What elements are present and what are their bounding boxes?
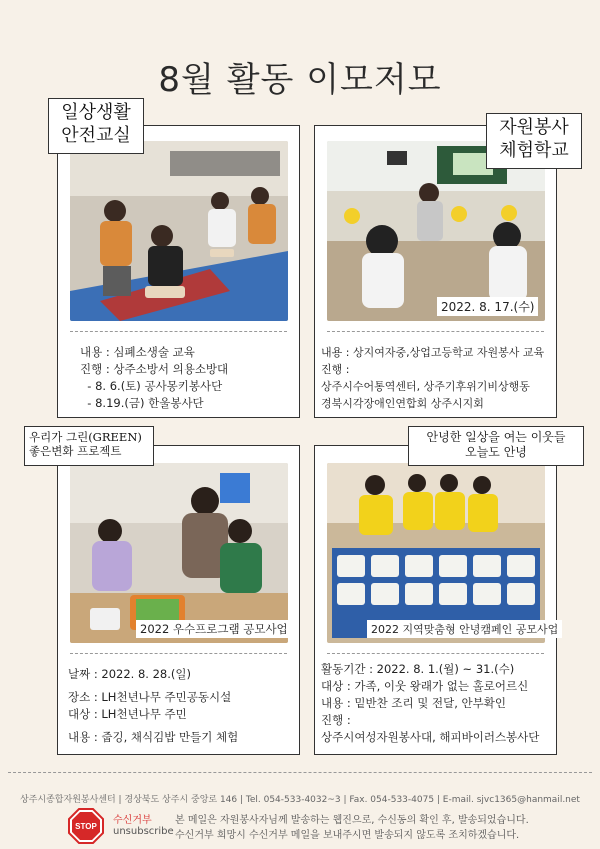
footer-divider: [8, 772, 592, 773]
info-line: 진행 :: [321, 713, 351, 727]
info-line: 내용 : 심폐소생술 교육: [80, 345, 195, 359]
card-divider: [327, 331, 544, 332]
card-tag: [408, 426, 584, 466]
card-divider: [327, 653, 544, 654]
info-line: - 8.19.(금) 한울봉사단: [80, 396, 204, 410]
tag-line: 우리가 그린(GREEN): [29, 430, 142, 444]
tag-line: 안녕한 일상을 여는 이웃들: [426, 430, 566, 444]
activity-card-green-project: [57, 445, 300, 755]
tag-line: 오늘도 안녕: [465, 445, 527, 459]
stop-label: STOP: [75, 822, 97, 831]
photo-caption: 2022 우수프로그램 공모사업: [136, 620, 292, 638]
info-line: 대상 : LH천년나무 주민: [68, 707, 187, 721]
tag-line: 좋은변화 프로젝트: [29, 444, 122, 459]
card-info: [80, 344, 228, 412]
activity-card-neighbors: [314, 445, 557, 755]
info-line: 대상 : 가족, 이웃 왕래가 없는 홀로어르신: [321, 679, 529, 693]
side-dish-photo: [327, 463, 545, 643]
info-line: 내용 : 줍깅, 채식김밥 만들기 체험: [68, 730, 239, 744]
info-line: 진행 :: [321, 363, 350, 376]
info-line: 내용 : 상지여자중,상업고등학교 자원봉사 교육: [321, 346, 545, 359]
activity-card-safety: [57, 125, 300, 418]
footer-contact: 상주시종합자원봉사센터 | 경상북도 상주시 중앙로 146 | Tel. 054-533-4032~3 | Fax. 054-533-4075 | E-mail. sjvc1365@hanmail.net: [20, 795, 580, 805]
info-line: 날짜 : 2022. 8. 28.(일): [68, 667, 191, 681]
card-divider: [70, 653, 287, 654]
info-line: 활동기간 : 2022. 8. 1.(월) ~ 31.(수): [321, 662, 515, 676]
tag-line: 일상생활: [61, 102, 131, 123]
info-line: 상주시여성자원봉사대, 해피바이러스봉사단: [321, 730, 540, 744]
card-tag: [486, 113, 582, 169]
stop-sign-icon: [68, 808, 104, 844]
card-info: [68, 666, 238, 746]
cpr-photo: [70, 141, 288, 321]
card-tag: [24, 426, 154, 466]
info-line: - 8. 6.(토) 공사몽키봉사단: [80, 379, 223, 393]
photo-caption: 2022. 8. 17.(수): [437, 297, 538, 316]
tag-line: 안전교실: [61, 124, 131, 146]
info-line: 내용 : 밑반찬 조리 및 전달, 안부확인: [321, 696, 506, 710]
info-line: 장소 : LH천년나무 주민공동시설: [68, 690, 232, 704]
info-line: 상주시수어통역센터, 상주기후위기비상행동: [321, 380, 530, 393]
info-line: 경북시각장애인연합회 상주시지회: [321, 397, 484, 410]
kimbap-photo: [70, 463, 288, 643]
card-info: [321, 344, 544, 412]
tag-line: 자원봉사: [499, 117, 569, 138]
notice-line-2: 수신거부 희망시 수신거부 메일을 보내주시면 발송되지 않도록 조치하겠습니다.: [175, 830, 520, 841]
photo-caption: 2022 지역맞춤형 안녕캠페인 공모사업: [367, 620, 562, 638]
card-info: [321, 661, 539, 746]
card-tag: [48, 98, 144, 154]
notice-line-1: 본 메일은 자원봉사자님께 발송하는 웹진으로, 수신동의 확인 후, 발송되었습니다.: [175, 815, 529, 826]
unsubscribe-label-ko[interactable]: 수신거부: [113, 815, 152, 826]
card-divider: [70, 331, 287, 332]
unsubscribe-link[interactable]: unsubscribe: [113, 826, 174, 837]
page-title: 8월 활동 이모저모: [158, 60, 442, 100]
tag-line: 체험학교: [499, 139, 569, 161]
info-line: 진행 : 상주소방서 의용소방대: [80, 362, 229, 376]
